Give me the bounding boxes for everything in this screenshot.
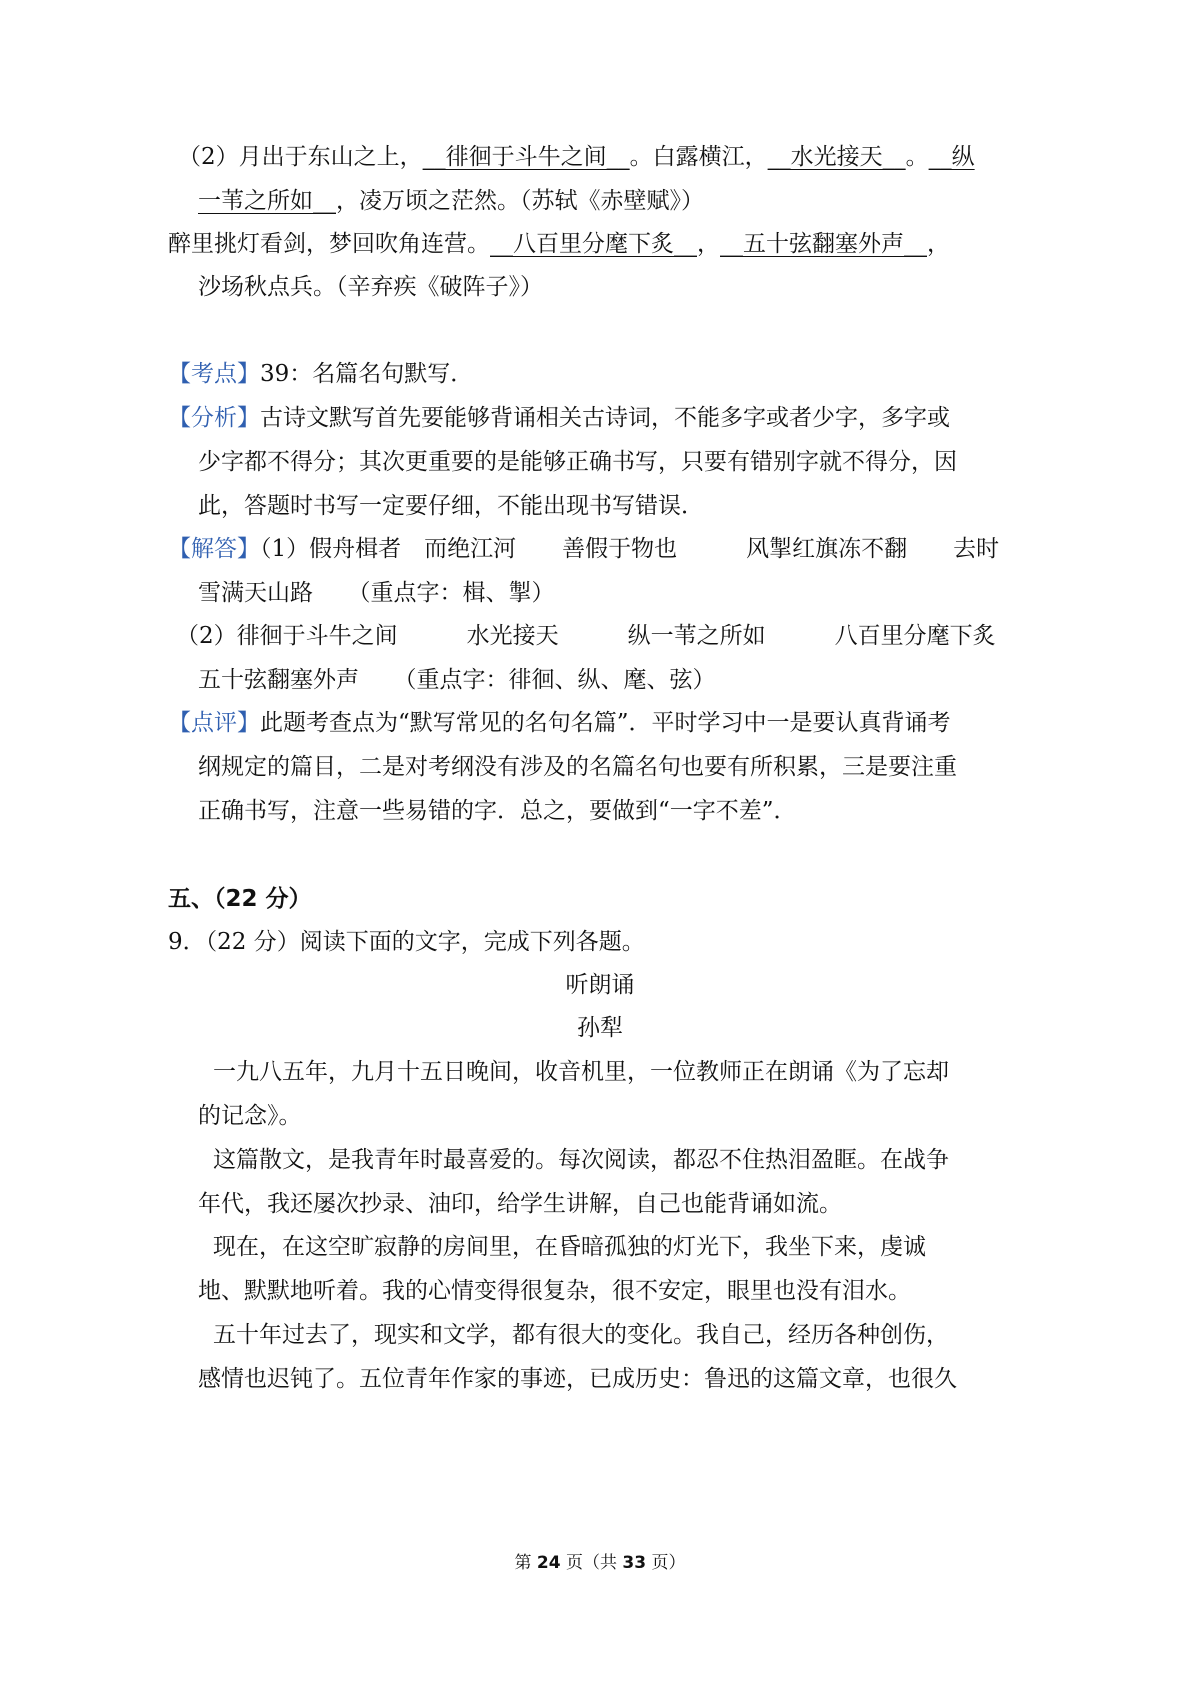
jieda-line: 五十弦翻塞外声 （重点字：徘徊、纵、麾、弦） (198, 667, 716, 693)
question-text: 9．（22 分）阅读下面的文字，完成下列各题。 (168, 929, 645, 955)
jieda-tag: 【解答】 (168, 536, 260, 562)
answer-line-4: 沙场秋点兵。（辛弃疾《破阵子》） (198, 274, 543, 300)
kaodian-tag: 【考点】 (168, 361, 260, 387)
answer-line-1 (178, 142, 975, 172)
answer-blank: __八百里分麾下炙__ (490, 231, 697, 257)
page-total: 33 (622, 1553, 647, 1573)
article-paragraph-line: 一九八五年，九月十五日晚间，收音机里，一位教师正在朗诵《为了忘却 (213, 1059, 949, 1085)
dianping-line: 正确书写，注意一些易错的字．总之，要做到“一字不差”． (198, 798, 797, 824)
fenxi-line: 古诗文默写首先要能够背诵相关古诗词，不能多字或者少字，多字或 (260, 405, 950, 431)
fenxi-section (168, 403, 950, 433)
answer-text: ，凌万顷之茫然。（苏轼《赤壁赋》） (336, 188, 704, 214)
fenxi-line: 少字都不得分；其次更重要的是能够正确书写，只要有错别字就不得分，因 (198, 449, 957, 475)
answer-blank: 一苇之所如__ (198, 188, 336, 214)
article-paragraph-line: 现在，在这空旷寂静的房间里，在昏暗孤独的灯光下，我坐下来，虔诚 (213, 1234, 926, 1260)
answer-text: ， (927, 231, 950, 257)
answer-blank: __五十弦翻塞外声__ (720, 231, 927, 257)
dianping-line: 此题考查点为“默写常见的名句名篇”．平时学习中一是要认真背诵考 (260, 710, 951, 736)
dianping-section (168, 708, 951, 738)
answer-line-3 (168, 229, 950, 259)
answer-blank: __纵 (928, 144, 975, 170)
answer-text: ， (697, 231, 720, 257)
fenxi-line: 此，答题时书写一定要仔细，不能出现书写错误． (198, 493, 704, 519)
kaodian-section (168, 359, 473, 389)
dianping-tag: 【点评】 (168, 710, 260, 736)
answer-text: （2）月出于东山之上， (178, 144, 423, 170)
jieda-line: 雪满天山路 （重点字：楫、掣） (198, 580, 555, 606)
article-paragraph-line: 五十年过去了，现实和文学，都有很大的变化。我自己，经历各种创伤， (213, 1322, 949, 1348)
article-paragraph-line: 的记念》。 (198, 1103, 302, 1129)
article-paragraph-line: 这篇散文，是我青年时最喜爱的。每次阅读，都忍不住热泪盈眶。在战争 (213, 1147, 949, 1173)
kaodian-text: 39：名篇名句默写． (260, 361, 474, 387)
footer-text: 页） (646, 1553, 686, 1573)
answer-text: 。 (905, 144, 929, 170)
answer-text: 醉里挑灯看剑，梦回吹角连营。 (168, 231, 490, 257)
answer-blank: __徘徊于斗牛之间__ (422, 144, 630, 170)
jieda-section (168, 534, 999, 564)
article-author: 孙犁 (577, 1015, 623, 1041)
answer-blank: __水光接天__ (767, 144, 906, 170)
article-paragraph-line: 地、默默地听着。我的心情变得很复杂，很不安定，眼里也没有泪水。 (198, 1278, 911, 1304)
answer-line-2 (198, 186, 704, 216)
section-heading: 五、（22 分） (168, 886, 312, 912)
article-title: 听朗诵 (565, 972, 635, 998)
footer-text: 第 (514, 1553, 537, 1573)
article-paragraph-line: 感情也迟钝了。五位青年作家的事迹，已成历史：鲁迅的这篇文章，也很久 (198, 1366, 957, 1392)
page-number: 24 (536, 1553, 561, 1573)
page-footer (0, 1548, 1200, 1573)
answer-text: 。白露横江， (629, 144, 768, 170)
jieda-line: （2）徘徊于斗牛之间 水光接天 纵一苇之所如 八百里分麾下炙 (176, 623, 996, 649)
dianping-line: 纲规定的篇目，二是对考纲没有涉及的名篇名句也要有所积累，三是要注重 (198, 754, 957, 780)
jieda-line: （1）假舟楫者 而绝江河 善假于物也 风掣红旗冻不翻 去时 (260, 536, 1000, 562)
article-paragraph-line: 年代，我还屡次抄录、油印，给学生讲解，自己也能背诵如流。 (198, 1191, 842, 1217)
fenxi-tag: 【分析】 (168, 405, 260, 431)
footer-text: 页（共 (560, 1553, 623, 1573)
